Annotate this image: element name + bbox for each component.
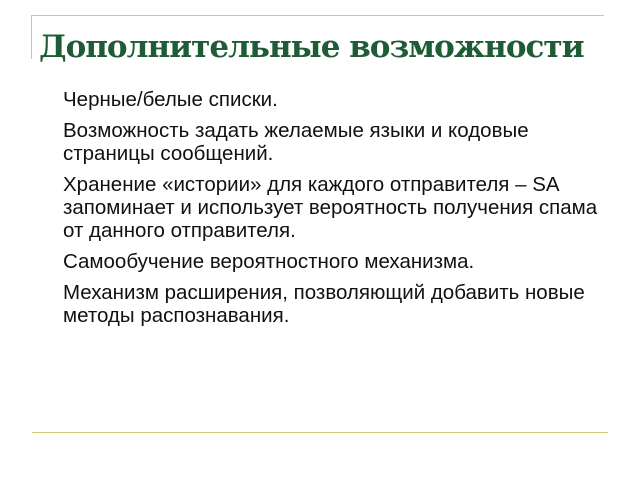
bullet-item: Хранение «истории» для каждого отправителя – SA запоминает и использует вероятность получения спама от данного отправителя.	[63, 173, 598, 242]
left-divider-line	[31, 15, 32, 59]
bullet-item: Самообучение вероятностного механизма.	[63, 250, 475, 273]
bullet-list	[63, 88, 603, 335]
bullet-item: Черные/белые списки.	[63, 88, 278, 111]
bottom-divider-line	[32, 432, 608, 433]
bullet-item: Механизм расширения, позволяющий добавить новые методы распознавания.	[63, 281, 585, 327]
bullet-item: Возможность задать желаемые языки и кодовые страницы сообщений.	[63, 119, 529, 165]
slide-title: Дополнительные возможности	[39, 29, 584, 65]
top-divider-line	[32, 15, 604, 16]
